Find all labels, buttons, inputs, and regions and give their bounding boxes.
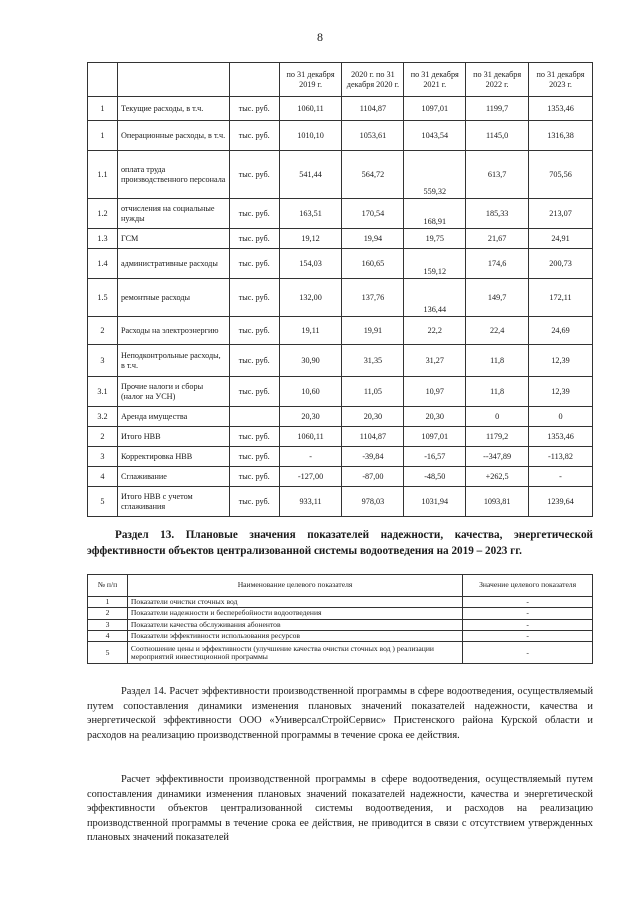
table-cell: 559,32 xyxy=(404,151,466,199)
table-cell: тыс. руб. xyxy=(229,447,279,467)
header-cell: № п/п xyxy=(88,575,128,597)
table-row xyxy=(88,279,593,317)
table-cell: 3.2 xyxy=(88,407,118,427)
table-cell: 168,91 xyxy=(404,199,466,229)
table-cell: 1093,81 xyxy=(466,487,529,517)
header-cell xyxy=(88,63,118,97)
table-cell: 3 xyxy=(88,345,118,377)
table-row xyxy=(88,631,593,642)
table-cell: тыс. руб. xyxy=(229,345,279,377)
table-header-row xyxy=(88,575,593,597)
table-cell: 0 xyxy=(529,407,593,427)
table-cell: 1031,94 xyxy=(404,487,466,517)
table-cell: +262,5 xyxy=(466,467,529,487)
table-cell: тыс. руб. xyxy=(229,317,279,345)
table-row xyxy=(88,487,593,517)
table-cell: 11,8 xyxy=(466,345,529,377)
header-cell: по 31 декабря 2023 г. xyxy=(529,63,593,97)
table-cell: - xyxy=(463,597,593,608)
table-cell: Корректировка НВВ xyxy=(117,447,229,467)
table-cell: 24,69 xyxy=(529,317,593,345)
header-cell: Наименование целевого показателя xyxy=(127,575,462,597)
table-cell: 185,33 xyxy=(466,199,529,229)
table-cell: 160,65 xyxy=(342,249,404,279)
table-cell: 31,27 xyxy=(404,345,466,377)
table-cell: 1097,01 xyxy=(404,427,466,447)
table-cell: 213,07 xyxy=(529,199,593,229)
header-cell: Значение целевого показателя xyxy=(463,575,593,597)
table-row xyxy=(88,229,593,249)
section-13-heading: Раздел 13. Плановые значения показателей надежности, качества, энергетической эффективности объектов централизованной системы водоотведения на 2019 – 2023 гг. xyxy=(87,529,593,557)
table-cell: Операционные расходы, в т.ч. xyxy=(117,121,229,151)
table-row xyxy=(88,447,593,467)
table-row xyxy=(88,97,593,121)
table-cell: Неподконтрольные расходы, в т.ч. xyxy=(117,345,229,377)
table-cell: 136,44 xyxy=(404,279,466,317)
table-cell: 1199,7 xyxy=(466,97,529,121)
table-cell: - xyxy=(279,447,342,467)
table-cell: 1104,87 xyxy=(342,427,404,447)
table-cell: тыс. руб. xyxy=(229,199,279,229)
table-cell: ремонтные расходы xyxy=(117,279,229,317)
table-cell: -16,57 xyxy=(404,447,466,467)
table-cell: Сглаживание xyxy=(117,467,229,487)
table-cell: 3 xyxy=(88,619,128,630)
table-cell: тыс. руб. xyxy=(229,97,279,121)
table-row xyxy=(88,249,593,279)
table-cell: 1.1 xyxy=(88,151,118,199)
table-cell: 1060,11 xyxy=(279,97,342,121)
table-cell: Аренда имущества xyxy=(117,407,229,427)
header-cell: 2020 г. по 31 декабря 2020 г. xyxy=(342,63,404,97)
page-number: 8 xyxy=(317,30,323,44)
table-cell: тыс. руб. xyxy=(229,151,279,199)
table-cell: --347,89 xyxy=(466,447,529,467)
table-cell: 705,56 xyxy=(529,151,593,199)
table-cell: 933,11 xyxy=(279,487,342,517)
table-cell: 5 xyxy=(88,487,118,517)
table-cell: Показатели качества обслуживания абонентов xyxy=(127,619,462,630)
table-cell: тыс. руб. xyxy=(229,249,279,279)
table-cell: - xyxy=(463,642,593,664)
table-cell: 20,30 xyxy=(342,407,404,427)
table-cell: 20,30 xyxy=(404,407,466,427)
section-14-paragraph: Раздел 14. Расчет эффективности производственной программы в сфере водоотведения, осуществляемый путем сопоставления динамики изменения плановых значений показателей надежности, качества и энергетической эффективности ООО «УниверсалСтройСервис» Пристенского района Курской области и расходов на реализацию производственной программы в течение срока ее действия. xyxy=(87,686,593,741)
table-cell: Показатели очистки сточных вод xyxy=(127,597,462,608)
table-cell: 11,8 xyxy=(466,377,529,407)
table-cell: 3.1 xyxy=(88,377,118,407)
table-header-row xyxy=(88,63,593,97)
table-cell: оплата труда производственного персонала xyxy=(117,151,229,199)
table-cell: 20,30 xyxy=(279,407,342,427)
table-cell: 2 xyxy=(88,608,128,619)
table-cell xyxy=(229,407,279,427)
target-indicators-table xyxy=(87,574,593,664)
table-cell: 19,75 xyxy=(404,229,466,249)
header-cell: по 31 декабря 2019 г. xyxy=(279,63,342,97)
table-cell: 1 xyxy=(88,97,118,121)
efficiency-note-paragraph: Расчет эффективности производственной программы в сфере водоотведения, осуществляемый путем сопоставления динамики изменения плановых значений показателей надежности, качества и энергетической эффективности объектов централизованной системы водоотведения, и расходов на реализацию производственной программы в течение срока ее действия, не приводится в связи с отсутствием утвержденных плановых значений показателей xyxy=(87,774,593,844)
table-row xyxy=(88,377,593,407)
table-cell: 1.4 xyxy=(88,249,118,279)
table-cell: 1239,64 xyxy=(529,487,593,517)
table-cell: 11,05 xyxy=(342,377,404,407)
table-cell: 10,97 xyxy=(404,377,466,407)
table-cell: -87,00 xyxy=(342,467,404,487)
table-cell: Итого НВВ xyxy=(117,427,229,447)
table-cell: отчисления на социальные нужды xyxy=(117,199,229,229)
table-cell: 24,91 xyxy=(529,229,593,249)
table-cell: 0 xyxy=(466,407,529,427)
table-cell: - xyxy=(463,619,593,630)
table-cell: -127,00 xyxy=(279,467,342,487)
table-cell: административные расходы xyxy=(117,249,229,279)
table-row xyxy=(88,151,593,199)
table-cell: 1353,46 xyxy=(529,97,593,121)
header-cell: по 31 декабря 2022 г. xyxy=(466,63,529,97)
table-cell: 21,67 xyxy=(466,229,529,249)
table-row xyxy=(88,619,593,630)
table-cell: тыс. руб. xyxy=(229,427,279,447)
table-cell: 541,44 xyxy=(279,151,342,199)
table-cell: тыс. руб. xyxy=(229,467,279,487)
table-cell: 1104,87 xyxy=(342,97,404,121)
table-cell: 4 xyxy=(88,631,128,642)
table-cell: 1060,11 xyxy=(279,427,342,447)
table-cell: 5 xyxy=(88,642,128,664)
table-cell: Текущие расходы, в т.ч. xyxy=(117,97,229,121)
table-cell: ГСМ xyxy=(117,229,229,249)
table-row xyxy=(88,642,593,664)
table-cell: 2 xyxy=(88,427,118,447)
table-cell: 613,7 xyxy=(466,151,529,199)
table-cell: -48,50 xyxy=(404,467,466,487)
table-cell: 137,76 xyxy=(342,279,404,317)
table-cell: тыс. руб. xyxy=(229,487,279,517)
table-row xyxy=(88,199,593,229)
table-cell: 154,03 xyxy=(279,249,342,279)
table-cell: Показатели надежности и бесперебойности водоотведения xyxy=(127,608,462,619)
table-cell: 159,12 xyxy=(404,249,466,279)
table-cell: тыс. руб. xyxy=(229,229,279,249)
table-cell: - xyxy=(463,608,593,619)
table-cell: 19,91 xyxy=(342,317,404,345)
table-cell: 132,00 xyxy=(279,279,342,317)
table-row xyxy=(88,407,593,427)
table-cell: 1010,10 xyxy=(279,121,342,151)
table-cell: 12,39 xyxy=(529,377,593,407)
expenses-table xyxy=(87,62,593,517)
table-cell: - xyxy=(529,467,593,487)
table-cell: 1 xyxy=(88,597,128,608)
table-cell: 1316,38 xyxy=(529,121,593,151)
table-cell: 2 xyxy=(88,317,118,345)
table-cell: Соотношение цены и эффективности (улучшение качества очистки сточных вод ) реализации мероприятий инвестиционной программы xyxy=(127,642,462,664)
table-cell: 22,2 xyxy=(404,317,466,345)
table-cell: 1353,46 xyxy=(529,427,593,447)
table-cell: 3 xyxy=(88,447,118,467)
table-cell: 1.2 xyxy=(88,199,118,229)
table-cell: 1097,01 xyxy=(404,97,466,121)
table-cell: 22,4 xyxy=(466,317,529,345)
table-cell: Расходы на электроэнергию xyxy=(117,317,229,345)
table-row xyxy=(88,427,593,447)
table-cell: 12,39 xyxy=(529,345,593,377)
table-cell: 163,51 xyxy=(279,199,342,229)
table-cell: 10,60 xyxy=(279,377,342,407)
table-cell: 4 xyxy=(88,467,118,487)
table-cell: тыс. руб. xyxy=(229,279,279,317)
table-cell: тыс. руб. xyxy=(229,377,279,407)
table-cell: 19,11 xyxy=(279,317,342,345)
table-cell: 149,7 xyxy=(466,279,529,317)
table-cell: - xyxy=(463,631,593,642)
table-cell: 19,94 xyxy=(342,229,404,249)
table-cell: 172,11 xyxy=(529,279,593,317)
table-cell: 564,72 xyxy=(342,151,404,199)
table-cell: 978,03 xyxy=(342,487,404,517)
table-row xyxy=(88,317,593,345)
table-cell: 30,90 xyxy=(279,345,342,377)
table-cell: 1.3 xyxy=(88,229,118,249)
header-cell: по 31 декабря 2021 г. xyxy=(404,63,466,97)
table-row xyxy=(88,608,593,619)
table-cell: Итого НВВ с учетом сглаживания xyxy=(117,487,229,517)
table-cell: 170,54 xyxy=(342,199,404,229)
table-cell: 1.5 xyxy=(88,279,118,317)
table-row xyxy=(88,121,593,151)
table-cell: 1145,0 xyxy=(466,121,529,151)
table-cell: Прочие налоги и сборы (налог на УСН) xyxy=(117,377,229,407)
table-cell: 200,73 xyxy=(529,249,593,279)
table-cell: 1 xyxy=(88,121,118,151)
table-cell: 174,6 xyxy=(466,249,529,279)
table-cell: -113,82 xyxy=(529,447,593,467)
table-cell: тыс. руб. xyxy=(229,121,279,151)
table-cell: -39,84 xyxy=(342,447,404,467)
table-cell: 1053,61 xyxy=(342,121,404,151)
header-cell xyxy=(117,63,229,97)
table-cell: 19,12 xyxy=(279,229,342,249)
table-cell: Показатели эффективности использования ресурсов xyxy=(127,631,462,642)
header-cell xyxy=(229,63,279,97)
table-row xyxy=(88,345,593,377)
table-cell: 1043,54 xyxy=(404,121,466,151)
table-cell: 31,35 xyxy=(342,345,404,377)
table-cell: 1179,2 xyxy=(466,427,529,447)
table-row xyxy=(88,597,593,608)
table-row xyxy=(88,467,593,487)
